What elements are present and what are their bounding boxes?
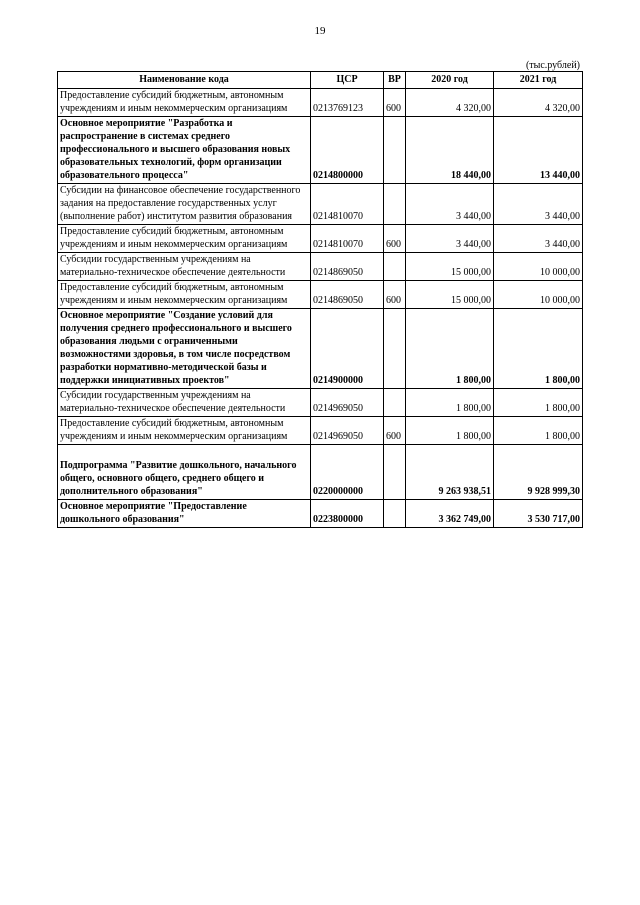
row-csr: 0214810070 [311, 184, 384, 225]
table-row [58, 89, 583, 117]
row-2020: 1 800,00 [406, 417, 494, 445]
row-csr: 0220000000 [311, 445, 384, 500]
row-csr: 0214810070 [311, 225, 384, 253]
row-csr: 0214869050 [311, 253, 384, 281]
row-2021: 1 800,00 [494, 309, 583, 389]
row-name: Предоставление субсидий бюджетным, автономным учреждениям и иным некоммерческим организациям [58, 417, 311, 445]
row-vr [384, 117, 406, 184]
row-2021: 4 320,00 [494, 89, 583, 117]
page-number: 19 [314, 25, 326, 37]
row-2020: 3 440,00 [406, 225, 494, 253]
row-vr [384, 253, 406, 281]
table-row [58, 309, 583, 389]
row-vr: 600 [384, 89, 406, 117]
row-name: Предоставление субсидий бюджетным, автономным учреждениям и иным некоммерческим организациям [58, 89, 311, 117]
row-name: Основное мероприятие "Предоставление дошкольного образования" [58, 500, 311, 528]
row-2020: 15 000,00 [406, 281, 494, 309]
row-2021: 1 800,00 [494, 417, 583, 445]
table-row [58, 445, 583, 500]
row-vr: 600 [384, 417, 406, 445]
row-csr: 0223800000 [311, 500, 384, 528]
header-vr: ВР [384, 72, 406, 89]
row-2021: 10 000,00 [494, 253, 583, 281]
row-2020: 18 440,00 [406, 117, 494, 184]
row-name: Основное мероприятие "Создание условий для получения среднего профессионального и высшего образования людьми с ограниченными возможностями здоровья, в том числе посредством разработки нормативно-методической базы и поддержки инициативных проектов" [58, 309, 311, 389]
row-2020: 1 800,00 [406, 309, 494, 389]
table-row [58, 389, 583, 417]
row-csr: 0214869050 [311, 281, 384, 309]
row-vr [384, 445, 406, 500]
row-name: Субсидии на финансовое обеспечение государственного задания на предоставление государственных услуг (выполнение работ) институтом развития образования [58, 184, 311, 225]
header-csr: ЦСР [311, 72, 384, 89]
table-row [58, 281, 583, 309]
row-name: Предоставление субсидий бюджетным, автономным учреждениям и иным некоммерческим организациям [58, 281, 311, 309]
header-2020: 2020 год [406, 72, 494, 89]
budget-table [57, 71, 583, 528]
row-csr: 0214800000 [311, 117, 384, 184]
table-row [58, 500, 583, 528]
row-vr [384, 389, 406, 417]
row-2021: 10 000,00 [494, 281, 583, 309]
table-row [58, 117, 583, 184]
row-2021: 3 530 717,00 [494, 500, 583, 528]
row-vr [384, 184, 406, 225]
row-csr: 0213769123 [311, 89, 384, 117]
row-vr: 600 [384, 281, 406, 309]
header-name: Наименование кода [58, 72, 311, 89]
row-vr: 600 [384, 225, 406, 253]
row-2021: 1 800,00 [494, 389, 583, 417]
table-row [58, 225, 583, 253]
row-2020: 9 263 938,51 [406, 445, 494, 500]
row-csr: 0214900000 [311, 309, 384, 389]
table-header-row [58, 72, 583, 89]
row-2021: 13 440,00 [494, 117, 583, 184]
row-name: Подпрограмма "Развитие дошкольного, начального общего, основного общего, среднего общего и дополнительного образования" [58, 445, 311, 500]
row-name: Субсидии государственным учреждениям на материально-техническое обеспечение деятельности [58, 253, 311, 281]
row-2020: 15 000,00 [406, 253, 494, 281]
row-2021: 3 440,00 [494, 225, 583, 253]
header-2021: 2021 год [494, 72, 583, 89]
row-csr: 0214969050 [311, 389, 384, 417]
table-row [58, 417, 583, 445]
row-vr [384, 309, 406, 389]
unit-note: (тыс.рублей) [525, 60, 580, 71]
table-row [58, 253, 583, 281]
table-row [58, 184, 583, 225]
row-2020: 3 440,00 [406, 184, 494, 225]
row-csr: 0214969050 [311, 417, 384, 445]
row-name: Предоставление субсидий бюджетным, автономным учреждениям и иным некоммерческим организациям [58, 225, 311, 253]
row-2020: 1 800,00 [406, 389, 494, 417]
row-2020: 4 320,00 [406, 89, 494, 117]
row-name: Субсидии государственным учреждениям на материально-техническое обеспечение деятельности [58, 389, 311, 417]
row-2020: 3 362 749,00 [406, 500, 494, 528]
row-2021: 9 928 999,30 [494, 445, 583, 500]
row-name: Основное мероприятие "Разработка и распространение в системах среднего профессионального и высшего образования новых образовательных технологий, форм организации образовательного процесса" [58, 117, 311, 184]
row-2021: 3 440,00 [494, 184, 583, 225]
row-vr [384, 500, 406, 528]
